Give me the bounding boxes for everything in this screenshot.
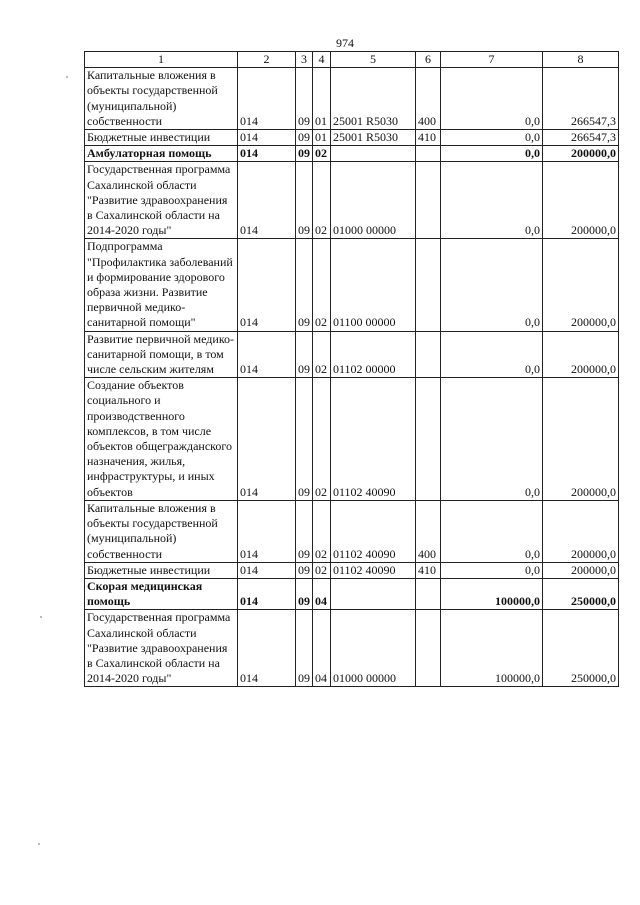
cell-amount-7: 0,0 bbox=[441, 239, 543, 331]
table-row bbox=[85, 68, 619, 130]
table-row bbox=[85, 610, 619, 687]
cell-target: 01102 40090 bbox=[331, 378, 416, 501]
table-row bbox=[85, 130, 619, 146]
cell-section: 09 bbox=[296, 578, 313, 609]
cell-expense-type bbox=[416, 146, 441, 162]
cell-amount-8: 250000,0 bbox=[543, 578, 619, 609]
cell-name: Бюджетные инвестиции bbox=[85, 130, 238, 146]
header-row bbox=[85, 52, 619, 68]
header-cell: 4 bbox=[313, 52, 331, 68]
cell-amount-8: 200000,0 bbox=[543, 331, 619, 378]
cell-amount-7: 0,0 bbox=[441, 331, 543, 378]
cell-target: 01102 40090 bbox=[331, 562, 416, 578]
cell-amount-8: 200000,0 bbox=[543, 562, 619, 578]
budget-table bbox=[84, 51, 619, 687]
header-cell: 1 bbox=[85, 52, 238, 68]
cell-amount-7: 0,0 bbox=[441, 146, 543, 162]
cell-ministry: 014 bbox=[238, 239, 296, 331]
cell-name: Развитие первичной медико-санитарной помощи, в том числе сельским жителям bbox=[85, 331, 238, 378]
header-cell: 3 bbox=[296, 52, 313, 68]
cell-amount-7: 0,0 bbox=[441, 500, 543, 562]
cell-section: 09 bbox=[296, 610, 313, 687]
cell-subsection: 01 bbox=[313, 68, 331, 130]
cell-target: 25001 R5030 bbox=[331, 68, 416, 130]
table-body bbox=[85, 68, 619, 687]
cell-section: 09 bbox=[296, 162, 313, 239]
cell-name: Создание объектов социального и производственного комплексов, в том числе объектов общегражданского назначения, жилья, инфраструктуры, и иных объектов bbox=[85, 378, 238, 501]
cell-ministry: 014 bbox=[238, 146, 296, 162]
cell-target: 25001 R5030 bbox=[331, 130, 416, 146]
cell-amount-7: 0,0 bbox=[441, 130, 543, 146]
cell-ministry: 014 bbox=[238, 331, 296, 378]
cell-section: 09 bbox=[296, 562, 313, 578]
scan-speck bbox=[40, 616, 42, 618]
cell-subsection: 02 bbox=[313, 162, 331, 239]
scan-speck bbox=[38, 843, 40, 845]
cell-subsection: 04 bbox=[313, 610, 331, 687]
table-row bbox=[85, 331, 619, 378]
cell-target bbox=[331, 578, 416, 609]
cell-expense-type bbox=[416, 162, 441, 239]
cell-amount-7: 100000,0 bbox=[441, 578, 543, 609]
cell-expense-type bbox=[416, 331, 441, 378]
cell-amount-7: 0,0 bbox=[441, 162, 543, 239]
cell-section: 09 bbox=[296, 146, 313, 162]
cell-section: 09 bbox=[296, 239, 313, 331]
header-cell: 5 bbox=[331, 52, 416, 68]
cell-amount-8: 200000,0 bbox=[543, 500, 619, 562]
cell-ministry: 014 bbox=[238, 500, 296, 562]
cell-expense-type bbox=[416, 378, 441, 501]
cell-target: 01102 00000 bbox=[331, 331, 416, 378]
cell-amount-8: 266547,3 bbox=[543, 68, 619, 130]
cell-ministry: 014 bbox=[238, 162, 296, 239]
cell-amount-8: 200000,0 bbox=[543, 378, 619, 501]
cell-subsection: 02 bbox=[313, 378, 331, 501]
cell-name: Бюджетные инвестиции bbox=[85, 562, 238, 578]
table-row bbox=[85, 500, 619, 562]
cell-ministry: 014 bbox=[238, 610, 296, 687]
page-number: 974 bbox=[336, 36, 354, 50]
cell-amount-8: 266547,3 bbox=[543, 130, 619, 146]
cell-target: 01000 00000 bbox=[331, 162, 416, 239]
header-cell: 7 bbox=[441, 52, 543, 68]
cell-expense-type: 400 bbox=[416, 68, 441, 130]
cell-section: 09 bbox=[296, 378, 313, 501]
table-row bbox=[85, 239, 619, 331]
scan-speck bbox=[66, 76, 68, 78]
cell-section: 09 bbox=[296, 68, 313, 130]
cell-expense-type: 410 bbox=[416, 562, 441, 578]
cell-ministry: 014 bbox=[238, 378, 296, 501]
cell-amount-7: 0,0 bbox=[441, 68, 543, 130]
cell-expense-type bbox=[416, 578, 441, 609]
cell-amount-7: 100000,0 bbox=[441, 610, 543, 687]
cell-amount-8: 200000,0 bbox=[543, 239, 619, 331]
cell-amount-7: 0,0 bbox=[441, 562, 543, 578]
cell-target: 01102 40090 bbox=[331, 500, 416, 562]
table-row bbox=[85, 378, 619, 501]
cell-expense-type bbox=[416, 239, 441, 331]
cell-subsection: 02 bbox=[313, 331, 331, 378]
cell-section: 09 bbox=[296, 500, 313, 562]
cell-amount-8: 200000,0 bbox=[543, 146, 619, 162]
cell-subsection: 01 bbox=[313, 130, 331, 146]
cell-amount-8: 200000,0 bbox=[543, 162, 619, 239]
table-row bbox=[85, 562, 619, 578]
cell-ministry: 014 bbox=[238, 68, 296, 130]
cell-amount-8: 250000,0 bbox=[543, 610, 619, 687]
cell-subsection: 02 bbox=[313, 562, 331, 578]
cell-subsection: 02 bbox=[313, 239, 331, 331]
cell-name: Капитальные вложения в объекты государственной (муниципальной) собственности bbox=[85, 500, 238, 562]
cell-subsection: 02 bbox=[313, 146, 331, 162]
cell-expense-type: 400 bbox=[416, 500, 441, 562]
cell-ministry: 014 bbox=[238, 578, 296, 609]
cell-section: 09 bbox=[296, 331, 313, 378]
cell-name: Капитальные вложения в объекты государственной (муниципальной) собственности bbox=[85, 68, 238, 130]
cell-ministry: 014 bbox=[238, 562, 296, 578]
table-row bbox=[85, 578, 619, 609]
header-cell: 8 bbox=[543, 52, 619, 68]
cell-section: 09 bbox=[296, 130, 313, 146]
cell-name: Подпрограмма "Профилактика заболеваний и формирование здорового образа жизни. Развитие первичной медико-санитарной помощи" bbox=[85, 239, 238, 331]
cell-target bbox=[331, 146, 416, 162]
cell-expense-type bbox=[416, 610, 441, 687]
cell-name: Скорая медицинская помощь bbox=[85, 578, 238, 609]
header-cell: 2 bbox=[238, 52, 296, 68]
cell-name: Амбулаторная помощь bbox=[85, 146, 238, 162]
table-row bbox=[85, 146, 619, 162]
cell-ministry: 014 bbox=[238, 130, 296, 146]
cell-subsection: 04 bbox=[313, 578, 331, 609]
cell-subsection: 02 bbox=[313, 500, 331, 562]
cell-name: Государственная программа Сахалинской области "Развитие здравоохранения в Сахалинской области на 2014-2020 годы" bbox=[85, 610, 238, 687]
cell-name: Государственная программа Сахалинской области "Развитие здравоохранения в Сахалинской области на 2014-2020 годы" bbox=[85, 162, 238, 239]
cell-expense-type: 410 bbox=[416, 130, 441, 146]
header-cell: 6 bbox=[416, 52, 441, 68]
table-row bbox=[85, 162, 619, 239]
cell-target: 01000 00000 bbox=[331, 610, 416, 687]
cell-target: 01100 00000 bbox=[331, 239, 416, 331]
cell-amount-7: 0,0 bbox=[441, 378, 543, 501]
